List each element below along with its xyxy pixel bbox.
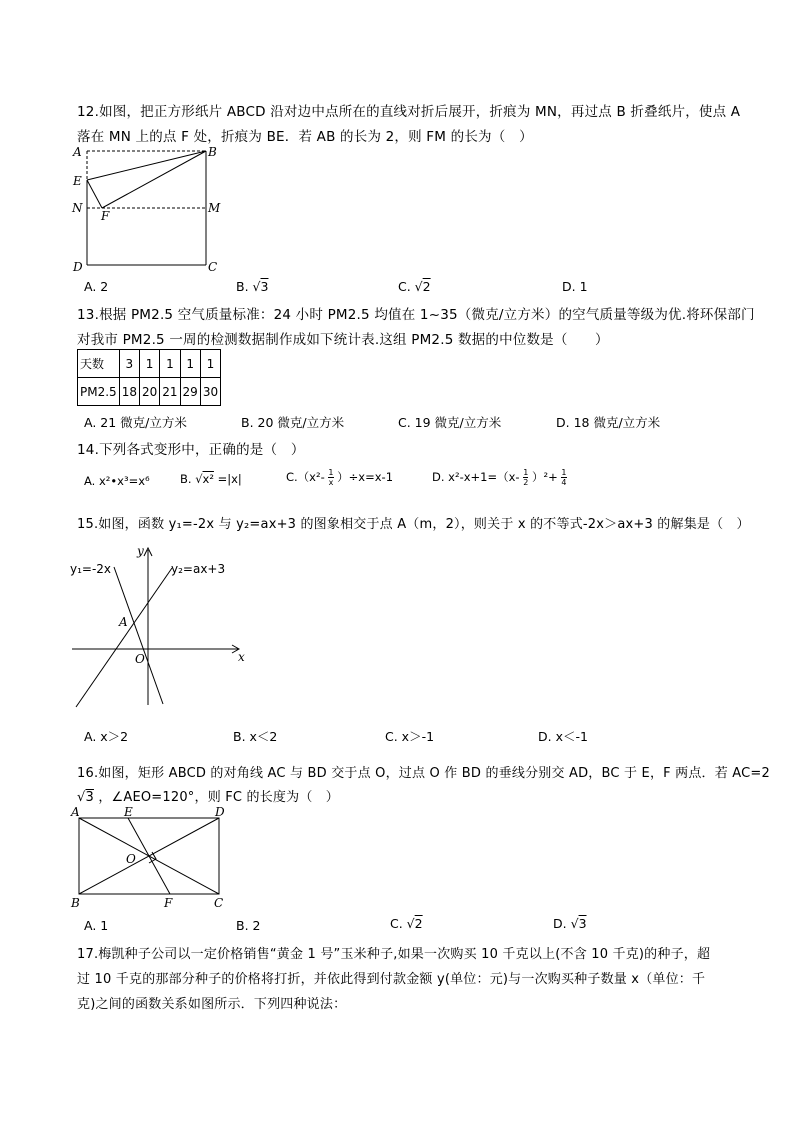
q16-label-c: C: [214, 896, 224, 910]
q12-label-n: N: [72, 201, 83, 215]
q15-label-a: A: [119, 615, 128, 629]
q16-line1: 16.如图，矩形 ABCD 的对角线 AC 与 BD 交于点 O，过点 O 作 BD 的垂线分别交 AD，BC 于 E，F 两点．若 AC=2: [77, 766, 770, 781]
fraction-denominator: 2: [523, 478, 529, 487]
q16-label-d: D: [215, 805, 225, 819]
table-cell: 21: [160, 378, 180, 406]
fraction-numerator: 1: [523, 468, 529, 477]
q14-option-a[interactable]: A. x²•x³=x⁶: [84, 474, 150, 488]
q14-option-c-rest: ）÷x=x-1: [337, 470, 394, 484]
table-cell: 1: [180, 350, 200, 378]
q16-option-d-prefix: D.: [553, 916, 567, 931]
q13-option-a[interactable]: A. 21 微克/立方米: [84, 415, 187, 430]
q12-label-c: C: [208, 260, 218, 274]
q15-option-b[interactable]: B. x＜2: [233, 729, 278, 744]
q16-label-b: B: [71, 896, 80, 910]
table-cell: 29: [180, 378, 200, 406]
q13-table: [77, 349, 221, 406]
q12-option-c-prefix: C.: [398, 279, 411, 294]
q13-line2: 对我市 PM2.5 一周的检测数据制作成如下统计表.这组 PM2.5 数据的中位数是（ ）: [77, 332, 609, 348]
q16-line2: √3 ，∠AEO=120°，则 FC 的长度为（ ）: [77, 790, 339, 805]
q13-option-b[interactable]: B. 20 微克/立方米: [241, 415, 345, 430]
q12-label-b: B: [208, 145, 217, 159]
q12-option-b[interactable]: B. √3: [236, 279, 269, 294]
table-cell: 3: [119, 350, 139, 378]
q16-option-c-prefix: C.: [390, 916, 403, 931]
q16-option-d-radicand: 3: [578, 916, 587, 931]
q12-option-a[interactable]: A. 2: [84, 279, 109, 294]
q16-label-o: O: [126, 852, 136, 866]
q14-option-d-prefix: D. x²-x+1=（x-: [432, 470, 520, 484]
q14-option-c-prefix: C.（x²-: [286, 470, 325, 484]
q14-option-b-prefix: B.: [180, 472, 192, 486]
q16-label-a: A: [71, 805, 80, 819]
q14-option-b-rest: =|x|: [217, 472, 242, 486]
q14-option-d-mid: ）²+: [532, 470, 558, 484]
q15-option-c[interactable]: C. x＞-1: [385, 729, 435, 744]
q12-line1: 12.如图，把正方形纸片 ABCD 沿对边中点所在的直线对折后展开，折痕为 MN，再过点 B 折叠纸片，使点 A: [77, 104, 741, 120]
q17-line2: 过 10 千克的那部分种子的价格将打折，并依此得到付款金额 y(单位：元)与一次购买种子数量 x（单位：千: [77, 972, 706, 987]
table-cell: PM2.5: [78, 378, 120, 406]
fraction-numerator: 1: [561, 468, 567, 477]
q15-graph: [66, 540, 256, 710]
q16-option-b[interactable]: B. 2: [236, 918, 261, 933]
q14-option-d-fraction-1: [523, 468, 528, 487]
q13-option-d[interactable]: D. 18 微克/立方米: [556, 415, 661, 430]
table-cell: 30: [200, 378, 220, 406]
q14-option-c-fraction: [328, 468, 333, 487]
q15-option-a[interactable]: A. x＞2: [84, 729, 129, 744]
table-cell: 天数: [78, 350, 120, 378]
table-row: [78, 378, 221, 406]
fraction-denominator: 4: [561, 478, 567, 487]
q12-option-b-prefix: B.: [236, 279, 249, 294]
q12-figure: [70, 143, 230, 275]
q14-option-b-radicand: x²: [202, 472, 214, 486]
q15-line1: 15.如图，函数 y₁=-2x 与 y₂=ax+3 的图象相交于点 A（m，2），则关于 x 的不等式-2x＞ax+3 的解集是（ ）: [77, 517, 750, 532]
q14-option-b[interactable]: B. √x² =|x|: [180, 472, 242, 486]
q16-line2-rest: ，∠AEO=120°，则 FC 的长度为（ ）: [98, 790, 339, 805]
q13-line1: 13.根据 PM2.5 空气质量标准：24 小时 PM2.5 均值在 1~35（微克/立方米）的空气质量等级为优.将环保部门: [77, 307, 755, 323]
q12-option-d[interactable]: D. 1: [562, 279, 588, 294]
fraction-denominator: x: [328, 478, 334, 487]
fraction-numerator: 1: [328, 468, 334, 477]
q16-option-c[interactable]: C. √2: [390, 916, 423, 931]
q15-label-y: y: [137, 544, 144, 558]
q12-label-e: E: [73, 174, 82, 188]
table-cell: 18: [119, 378, 139, 406]
q12-label-a: A: [73, 145, 82, 159]
q15-label-o: O: [135, 652, 145, 666]
table-cell: 1: [160, 350, 180, 378]
q16-option-c-radicand: 2: [414, 916, 423, 931]
q16-option-d[interactable]: D. √3: [553, 916, 587, 931]
table-cell: 1: [200, 350, 220, 378]
q16-label-e: E: [124, 805, 133, 819]
q12-label-m: M: [208, 201, 221, 215]
table-row: [78, 350, 221, 378]
q16-label-f: F: [164, 896, 173, 910]
q12-option-c-radicand: 2: [422, 279, 431, 294]
table-cell: 1: [139, 350, 159, 378]
q15-label-y2: y₂=ax+3: [171, 562, 226, 576]
q16-option-a[interactable]: A. 1: [84, 918, 109, 933]
q16-line2-radicand: 3: [85, 790, 94, 805]
q12-label-d: D: [73, 260, 83, 274]
q14-option-d[interactable]: [432, 468, 567, 487]
q12-option-c[interactable]: C. √2: [398, 279, 431, 294]
q12-label-f: F: [101, 209, 110, 223]
q15-label-y1: y₁=-2x: [70, 562, 112, 576]
q12-option-b-radicand: 3: [260, 279, 269, 294]
table-cell: 20: [139, 378, 159, 406]
q12-line2: 落在 MN 上的点 F 处，折痕为 BE．若 AB 的长为 2，则 FM 的长为（ ）: [77, 129, 533, 145]
q15-label-x: x: [238, 650, 245, 664]
q16-figure: [68, 804, 238, 910]
q14-line1: 14.下列各式变形中，正确的是（ ）: [77, 442, 305, 458]
q15-option-d[interactable]: D. x＜-1: [538, 729, 588, 744]
q14-option-d-fraction-2: [561, 468, 566, 487]
q17-line1: 17.梅凯种子公司以一定价格销售“黄金 1 号”玉米种子,如果一次购买 10 千克以上(不含 10 千克)的种子，超: [77, 947, 711, 962]
q17-line3: 克)之间的函数关系如图所示．下列四种说法：: [77, 997, 347, 1012]
q13-option-c[interactable]: C. 19 微克/立方米: [398, 415, 502, 430]
q14-option-c[interactable]: [286, 468, 393, 487]
